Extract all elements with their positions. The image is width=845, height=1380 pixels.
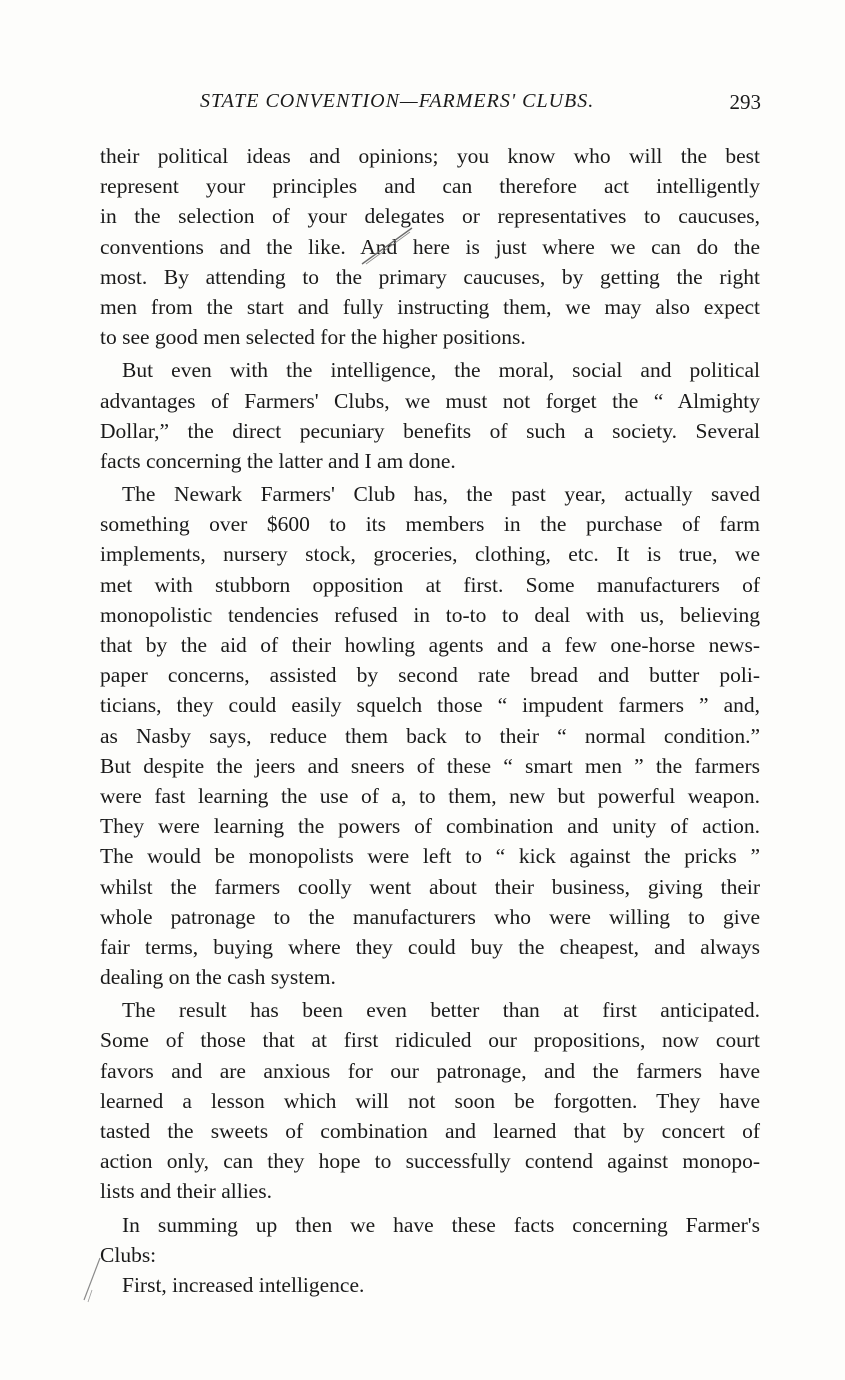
text-line: First, increased intelligence. [122,1272,365,1297]
text-line: something over $600 to its members in the purchase of farm [100,512,760,537]
text-line: action only, can they hope to successfully contend against monopo- [100,1149,760,1174]
running-head [100,90,765,120]
text-line: were fast learning the use of a, to them, new but powerful weapon. [100,783,760,808]
text-line: monopolistic tendencies refused in to-to to deal with us, believing [100,602,760,627]
text-line: favors and are anxious for our patronage, and the farmers have [100,1058,760,1083]
text-line: But despite the jeers and sneers of these “ smart men ” the farmers [100,753,760,778]
pencil-check-mark [80,1254,104,1304]
text-line: The would be monopolists were left to “ kick against the pricks ” [100,844,760,869]
text-line: their political ideas and opinions; you know who will the best [100,144,760,168]
text-line: They were learning the powers of combination and unity of action. [100,814,760,839]
text-line: But even with the intelligence, the moral, social and political [122,358,760,383]
text-line: In summing up then we have these facts concerning Farmer's [122,1212,760,1237]
text-line: most. By attending to the primary caucuses, by getting the right [100,264,760,289]
text-line: lists and their allies. [100,1179,272,1204]
paragraph-4 [100,995,760,1206]
text-line: whilst the farmers coolly went about their business, giving their [100,874,760,899]
text-line: represent your principles and can therefore act intelligently [100,174,760,199]
text-line: ticians, they could easily squelch those “ impudent farmers ” and, [100,693,760,718]
text-line: paper concerns, assisted by second rate bread and butter poli- [100,663,760,688]
page-number: 293 [729,90,761,114]
running-title: STATE CONVENTION—FARMERS' CLUBS. [200,90,595,112]
text-line: met with stubborn opposition at first. Some manufacturers of [100,572,760,597]
text-line: dealing on the cash system. [100,965,336,990]
text-line: The result has been even better than at first anticipated. [122,998,760,1023]
text-line: fair terms, buying where they could buy the cheapest, and always [100,934,760,959]
text-line: implements, nursery stock, groceries, clothing, etc. It is true, we [100,542,760,567]
text-line: tasted the sweets of combination and learned that by concert of [100,1119,760,1143]
text-line: advantages of Farmers' Clubs, we must not forget the “ Almighty [100,388,760,413]
paragraph-5 [100,1210,760,1270]
text-line: that by the aid of their howling agents and a few one-horse news- [100,633,760,657]
paragraph-1 [100,141,760,352]
text-line: whole patronage to the manufacturers who were willing to give [100,904,760,929]
text-line: facts concerning the latter and I am done. [100,448,456,473]
text-line: to see good men selected for the higher positions. [100,325,526,350]
text-line: in the selection of your delegates or representatives to caucuses, [100,204,760,229]
text-line: men from the start and fully instructing them, we may also expect [100,294,760,319]
paragraph-2 [100,355,760,476]
body-text [100,141,760,1300]
text-line: Some of those that at first ridiculed our propositions, now court [100,1028,760,1053]
text-line: as Nasby says, reduce them back to their “ normal condition.” [100,723,760,748]
text-line: Dollar,” the direct pecuniary benefits of such a society. Several [100,418,760,443]
text-line: conventions and the like. And here is just where we can do the [100,234,760,259]
text-line: learned a lesson which will not soon be forgotten. They have [100,1088,760,1113]
paragraph-3 [100,479,760,992]
paragraph-6 [100,1270,760,1300]
text-line: The Newark Farmers' Club has, the past year, actually saved [122,482,760,507]
text-line: Clubs: [100,1242,157,1267]
pencil-slash-mark [360,226,416,266]
